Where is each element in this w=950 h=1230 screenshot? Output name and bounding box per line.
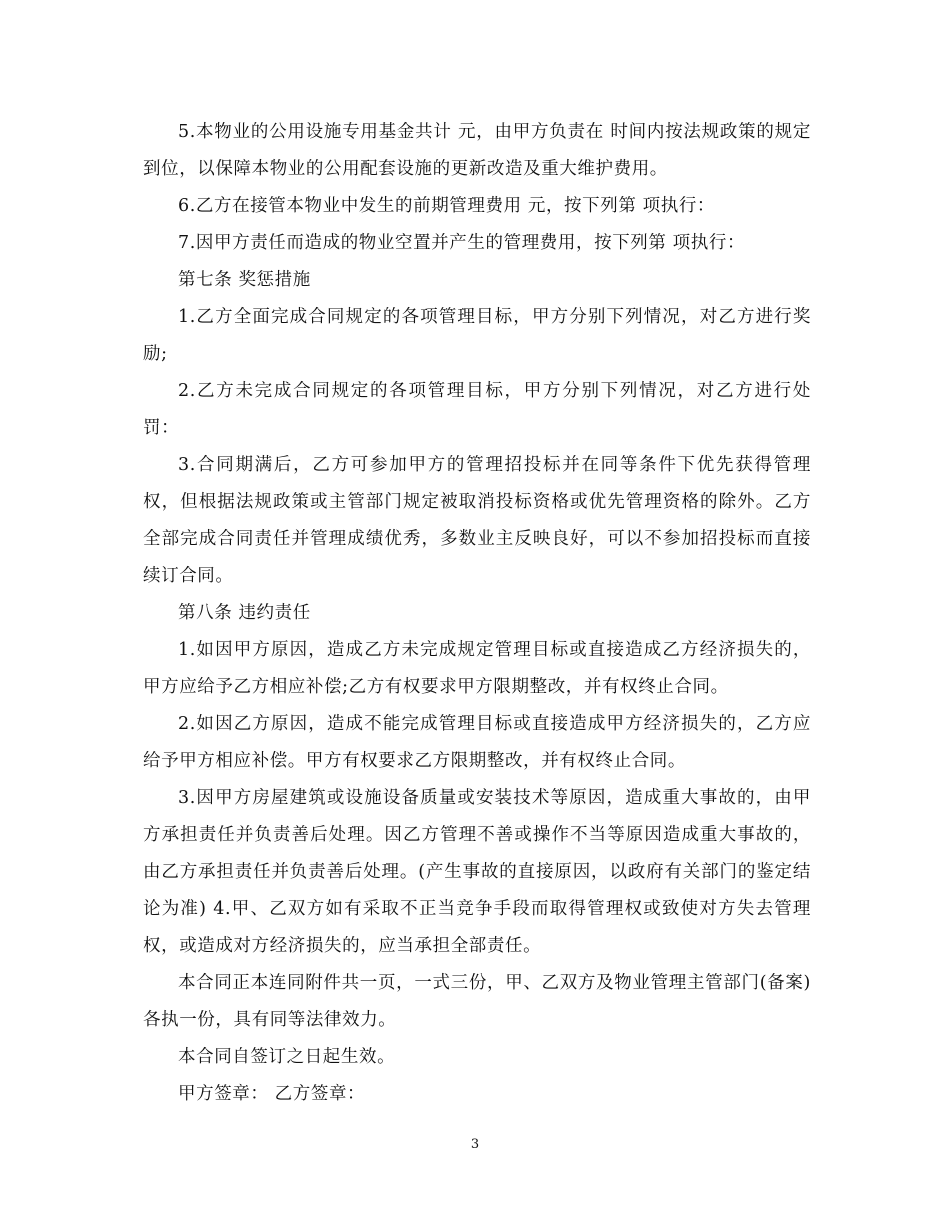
paragraph-party-b-breach: 2.如因乙方原因，造成不能完成管理目标或直接造成甲方经济损失的，乙方应给予甲方相应补偿。甲方有权要求乙方限期整改，并有权终止合同。 bbox=[143, 714, 811, 771]
paragraph-reward: 1.乙方全面完成合同规定的各项管理目标，甲方分别下列情况，对乙方进行奖励; bbox=[143, 307, 811, 364]
page-number: 3 bbox=[470, 1137, 480, 1152]
paragraph-accident-liability: 3.因甲方房屋建筑或设施设备质量或安装技术等原因，造成重大事故的，由甲方承担责任并负责善后处理。因乙方管理不善或操作不当等原因造成重大事故的，由乙方承担责任并负责善后处理。(产生事故的直接原因，以政府有关部门的鉴定结论为准) 4.甲、乙双方如有采取不正当竞争手段而取得管理权或致使对方失去管理权，或造成对方经济损失的，应当承担全部责任。 bbox=[143, 788, 811, 956]
paragraph-effective: 本合同自签订之日起生效。 bbox=[178, 1047, 396, 1067]
section-heading-article-7: 第七条 奖惩措施 bbox=[178, 270, 311, 290]
section-heading-article-8: 第八条 违约责任 bbox=[178, 603, 311, 623]
document-body bbox=[143, 114, 811, 1113]
paragraph-vacancy-fee: 7.因甲方责任而造成的物业空置并产生的管理费用，按下列第 项执行： bbox=[178, 233, 746, 253]
paragraph-party-a-breach: 1.如因甲方原因，造成乙方未完成规定管理目标或直接造成乙方经济损失的，甲方应给予乙方相应补偿;乙方有权要求甲方限期整改，并有权终止合同。 bbox=[143, 640, 811, 697]
signature-line: 甲方签章： 乙方签章： bbox=[178, 1084, 366, 1104]
paragraph-fund-clause: 5.本物业的公用设施专用基金共计 元，由甲方负责在 时间内按法规政策的规定到位，以保障本物业的公用配套设施的更新改造及重大维护费用。 bbox=[143, 122, 811, 179]
paragraph-copies: 本合同正本连同附件共一页，一式三份，甲、乙双方及物业管理主管部门(备案)各执一份，具有同等法律效力。 bbox=[143, 973, 811, 1030]
paragraph-penalty: 2.乙方未完成合同规定的各项管理目标，甲方分别下列情况，对乙方进行处罚： bbox=[143, 381, 811, 438]
paragraph-renewal: 3.合同期满后，乙方可参加甲方的管理招投标并在同等条件下优先获得管理权，但根据法规政策或主管部门规定被取消投标资格或优先管理资格的除外。乙方全部完成合同责任并管理成绩优秀，多数业主反映良好，可以不参加招投标而直接续订合同。 bbox=[143, 455, 811, 586]
paragraph-early-management-fee: 6.乙方在接管本物业中发生的前期管理费用 元，按下列第 项执行： bbox=[178, 196, 716, 216]
